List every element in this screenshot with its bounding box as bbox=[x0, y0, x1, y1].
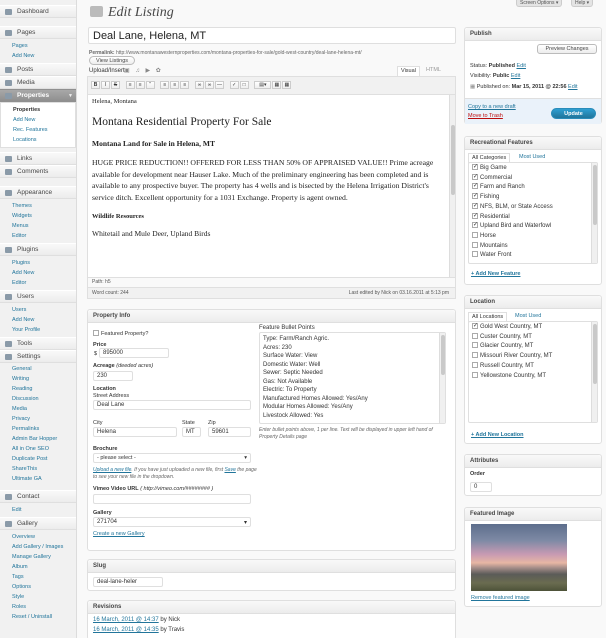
checkbox-icon[interactable] bbox=[472, 193, 478, 199]
numbered-list-icon[interactable]: ≡ bbox=[136, 81, 145, 89]
upload-insert-label: Upload/Insert bbox=[89, 68, 125, 74]
brochure-label: Brochure bbox=[93, 446, 118, 452]
submenu-item[interactable]: Add New bbox=[12, 270, 35, 276]
checklist-label: Yellowstone Country, MT bbox=[480, 372, 547, 379]
content-subheading: Montana Land for Sale in Helena, MT bbox=[92, 139, 215, 148]
featured-image-thumbnail[interactable] bbox=[471, 524, 567, 591]
bullets-note: Enter bullet points above, 1 per line. Text will be displayed in upper left hand of Property Details page bbox=[259, 427, 433, 440]
align-center-icon[interactable]: ≡ bbox=[170, 81, 179, 89]
checklist-item[interactable] bbox=[472, 333, 594, 343]
menu-appearance[interactable]: Appearance bbox=[0, 186, 76, 199]
state-label: State bbox=[182, 420, 195, 426]
menu-plugins[interactable]: Plugins bbox=[0, 243, 76, 256]
slug-box bbox=[87, 559, 456, 591]
menu-pages[interactable]: Pages bbox=[0, 26, 76, 39]
submenu-item[interactable]: Properties bbox=[13, 107, 41, 113]
checklist-item[interactable] bbox=[472, 251, 594, 261]
property-info-title: Property Info bbox=[88, 310, 455, 323]
rec-features-checklist bbox=[468, 162, 598, 264]
checklist-item[interactable] bbox=[472, 342, 594, 352]
add-new-location-link[interactable]: + Add New Location bbox=[471, 432, 524, 438]
submenu-item[interactable]: Discussion bbox=[12, 396, 39, 402]
remove-featured-image-link[interactable]: Remove featured image bbox=[471, 595, 530, 601]
property-info-box bbox=[87, 309, 456, 551]
rec-features-title: Recreational Features bbox=[465, 137, 601, 150]
submenu-item[interactable]: Media bbox=[12, 406, 27, 412]
create-gallery-link[interactable]: Create a new Gallery bbox=[93, 531, 145, 537]
checklist-item[interactable] bbox=[472, 323, 594, 333]
slug-title: Slug bbox=[88, 560, 455, 573]
checkbox-icon bbox=[93, 330, 99, 336]
properties-submenu bbox=[0, 102, 76, 148]
attributes-title: Attributes bbox=[465, 455, 601, 468]
checklist-item[interactable] bbox=[472, 372, 594, 382]
page-title: Edit Listing bbox=[90, 5, 174, 21]
state-input[interactable]: MT bbox=[182, 427, 201, 437]
gallery-submenu bbox=[0, 530, 76, 624]
city-label: City bbox=[93, 420, 103, 426]
featured-image-title: Featured Image bbox=[465, 508, 601, 521]
bullet-list-icon[interactable]: ≡ bbox=[126, 81, 135, 89]
revision-item: 16 March, 2011 @ 14:37 by Nick bbox=[93, 617, 181, 623]
submenu-item[interactable]: Add Gallery / Images bbox=[12, 544, 64, 550]
checklist-item[interactable] bbox=[472, 352, 594, 362]
link-icon[interactable]: ∞ bbox=[195, 81, 204, 89]
tools-icon bbox=[5, 341, 12, 347]
checklist-item[interactable] bbox=[472, 222, 594, 232]
submenu-item[interactable]: Manage Gallery bbox=[12, 554, 51, 560]
users-icon bbox=[5, 294, 12, 300]
post-title-input[interactable]: Deal Lane, Helena, MT bbox=[88, 27, 456, 44]
submenu-item[interactable]: Style bbox=[12, 594, 25, 600]
blockquote-icon[interactable]: “ bbox=[146, 81, 155, 89]
checkbox-icon[interactable] bbox=[472, 333, 478, 339]
checklist-label: Water Front bbox=[480, 252, 512, 259]
bullet-line: Gas: Not Available bbox=[263, 378, 313, 385]
submenu-item[interactable]: Overview bbox=[12, 534, 35, 540]
submenu-item[interactable]: Album bbox=[12, 564, 28, 570]
settings-submenu bbox=[0, 363, 76, 486]
posts-icon bbox=[5, 67, 12, 73]
gallery-select[interactable]: 271704 ▾ bbox=[93, 517, 251, 527]
submenu-item[interactable]: Locations bbox=[13, 137, 37, 143]
checklist-label: NFS, BLM, or State Access bbox=[480, 203, 553, 210]
price-input[interactable]: 895000 bbox=[99, 348, 169, 358]
move-to-trash-link[interactable]: Move to Trash bbox=[468, 113, 503, 119]
price-label: Price bbox=[93, 342, 107, 348]
submenu-item[interactable]: Ultimate GA bbox=[12, 476, 42, 482]
checkbox-icon[interactable] bbox=[472, 183, 478, 189]
table-icon[interactable]: ▦ bbox=[282, 81, 291, 89]
checkbox-icon[interactable] bbox=[472, 242, 478, 248]
submenu-item[interactable]: Admin Bar Hopper bbox=[12, 436, 58, 442]
acreage-input[interactable]: 230 bbox=[93, 371, 133, 381]
checkbox-icon[interactable] bbox=[472, 362, 478, 368]
bullet-line: Acres: 230 bbox=[263, 344, 292, 351]
appearance-submenu bbox=[0, 199, 76, 243]
checklist-label: Big Game bbox=[480, 165, 507, 171]
editor-content[interactable] bbox=[88, 95, 449, 277]
editor-toolbar bbox=[88, 77, 455, 95]
submenu-item[interactable]: Add New bbox=[12, 317, 35, 323]
city-input[interactable]: Helena bbox=[93, 427, 177, 437]
checklist-label: Horse bbox=[480, 232, 497, 239]
menu-links[interactable]: Links bbox=[0, 152, 76, 165]
comments-icon bbox=[5, 169, 12, 175]
tab-all-locations[interactable]: All Locations bbox=[468, 312, 507, 323]
bullet-line: Livestock Allowed: Yes bbox=[263, 412, 324, 419]
gallery-icon bbox=[5, 521, 12, 527]
chevron-down-icon: ▼ bbox=[68, 93, 73, 99]
slug-input[interactable]: deal-lane-heler bbox=[93, 577, 163, 587]
checklist-item[interactable] bbox=[472, 174, 594, 184]
contact-submenu bbox=[0, 503, 76, 517]
unlink-icon[interactable]: ∞ bbox=[205, 81, 214, 89]
menu-settings[interactable]: Settings bbox=[0, 350, 76, 363]
bullet-line: Electric: To Property bbox=[263, 387, 317, 393]
checklist-label: Mountains bbox=[480, 242, 508, 249]
zip-label: Zip bbox=[208, 420, 216, 426]
bullets-textarea[interactable] bbox=[259, 332, 446, 424]
submenu-item[interactable]: ShareThis bbox=[12, 466, 38, 472]
content-subheading: Wildlife Resources bbox=[92, 212, 144, 220]
screen-options-button[interactable]: Screen Options ▾ bbox=[516, 0, 562, 7]
editor-box bbox=[87, 76, 456, 299]
submenu-item[interactable]: Options bbox=[12, 584, 31, 590]
checklist-label: Glacier Country, MT bbox=[480, 343, 534, 350]
revision-link[interactable]: 16 March, 2011 @ 14:37 bbox=[93, 617, 159, 623]
pages-icon bbox=[5, 30, 12, 36]
featured-image-box bbox=[464, 507, 602, 607]
featured-property-checkbox[interactable]: Featured Property? bbox=[93, 330, 148, 337]
more-tag-icon[interactable]: — bbox=[217, 82, 223, 88]
zip-input[interactable]: 59601 bbox=[208, 427, 251, 437]
menu-properties[interactable]: Properties ▼ bbox=[0, 89, 76, 102]
checklist-label: Custer Country, MT bbox=[480, 333, 532, 340]
checklist-label: Commercial bbox=[480, 174, 513, 181]
revisions-box bbox=[87, 600, 456, 638]
style-dropdown-icon[interactable]: ▤▾ bbox=[254, 81, 271, 89]
location-label: Location bbox=[93, 386, 116, 392]
edit-status-link[interactable]: Edit bbox=[516, 63, 526, 69]
bullets-label: Feature Bullet Points bbox=[259, 325, 315, 331]
submenu-item[interactable]: Tags bbox=[12, 574, 24, 580]
bullet-line: Type: Farm/Ranch Agric. bbox=[263, 336, 330, 342]
checklist-item[interactable] bbox=[472, 164, 594, 174]
submenu-item[interactable]: Edit bbox=[12, 507, 22, 513]
checklist-label: Gold West Country, MT bbox=[480, 324, 543, 330]
street-label: Street Address bbox=[93, 393, 130, 399]
checkbox-icon[interactable] bbox=[472, 174, 478, 180]
checklist-label: Russell Country, MT bbox=[480, 362, 534, 369]
checklist-item[interactable] bbox=[472, 203, 594, 213]
submenu-item[interactable]: General bbox=[12, 366, 32, 372]
location-checklist bbox=[468, 321, 598, 423]
edit-visibility-link[interactable]: Edit bbox=[510, 73, 521, 79]
submenu-item[interactable]: Add New bbox=[13, 117, 36, 123]
brochure-note: Upload a new file. If you have just uploaded a new file, first Save the page to see your new file in the dropdown. bbox=[93, 467, 257, 480]
admin-sidebar bbox=[0, 0, 77, 638]
submenu-item[interactable]: Themes bbox=[12, 203, 32, 209]
submenu-item[interactable]: Privacy bbox=[12, 416, 31, 422]
menu-gallery[interactable]: Gallery bbox=[0, 517, 76, 530]
tab-html[interactable]: HTML bbox=[426, 67, 441, 73]
revision-item: 16 March, 2011 @ 14:35 by Travis bbox=[93, 627, 185, 633]
checkbox-icon[interactable] bbox=[472, 232, 478, 238]
menu-media[interactable]: Media bbox=[0, 76, 76, 89]
revision-link[interactable]: 16 March, 2011 @ 14:35 bbox=[93, 627, 159, 633]
bullet-line: Manufactured Homes Allowed: Yes/Any bbox=[263, 395, 368, 402]
recreational-features-box bbox=[464, 136, 602, 285]
order-label: Order bbox=[470, 471, 485, 477]
bold-icon[interactable]: B bbox=[91, 81, 100, 89]
checklist-item[interactable] bbox=[472, 242, 594, 252]
edit-date-link[interactable]: Edit bbox=[568, 84, 578, 90]
bullet-line: Domestic Water: Well bbox=[263, 361, 321, 368]
checkbox-icon[interactable] bbox=[472, 372, 478, 378]
upload-new-file-link[interactable]: Upload a new file bbox=[93, 467, 132, 473]
acreage-label: Acreage (deeded acres) bbox=[93, 363, 154, 369]
kitchen-sink-icon[interactable]: ▦ bbox=[272, 81, 281, 89]
tab-all-categories[interactable]: All Categories bbox=[468, 153, 510, 164]
checklist-item[interactable] bbox=[472, 193, 594, 203]
location-title: Location bbox=[465, 296, 601, 309]
dropdown-arrow-icon: ▾ bbox=[243, 520, 247, 526]
permalink-row: Permalink: http://www.montanawesternproperties.com/montana-properties-for-sale/gold-west-country/deal-lane-helena-mt/ bbox=[89, 50, 362, 56]
menu-comments[interactable]: Comments bbox=[0, 165, 76, 178]
submenu-item[interactable]: Permalinks bbox=[12, 426, 40, 432]
revisions-title: Revisions bbox=[88, 601, 455, 614]
content-heading: Montana Residential Property For Sale bbox=[92, 116, 272, 128]
vimeo-url-input[interactable] bbox=[93, 494, 251, 504]
submenu-item[interactable]: All in One SEO bbox=[12, 446, 49, 452]
submenu-item[interactable]: Plugins bbox=[12, 260, 31, 266]
edit-page-icon bbox=[90, 6, 103, 17]
published-row: ▦ Published on: Mar 15, 2011 @ 22:56 Edit bbox=[470, 84, 578, 90]
submenu-item[interactable]: Editor bbox=[12, 233, 27, 239]
submenu-item[interactable]: Widgets bbox=[12, 213, 32, 219]
content-paragraph: Whitetail and Mule Deer, Upland Birds bbox=[92, 228, 211, 238]
checklist-item[interactable] bbox=[472, 183, 594, 193]
align-left-icon[interactable]: ≡ bbox=[160, 81, 169, 89]
users-submenu bbox=[0, 303, 76, 337]
submenu-item[interactable]: Rec. Features bbox=[13, 127, 48, 133]
content-paragraph: HUGE PRICE REDUCTION!! OFFERED FOR LESS THAN 50% OF APPRAISED VALUE!! Prime acreage available for development near Hauser Lake. Much of the preliminary engineering has been completed and is available to any prospective buyer. The property has 4 wells and is bisected by the Helena Irrigation District's service ditch. Excellent opportunity for a 1031 Exchange. Property is agent owned. bbox=[92, 158, 434, 203]
dropdown-arrow-icon: ▾ bbox=[244, 455, 247, 461]
visibility-row: Visibility: Public Edit bbox=[470, 73, 521, 79]
bullet-line: Surface Water: View bbox=[263, 353, 318, 359]
checkbox-icon[interactable] bbox=[472, 352, 478, 358]
menu-tools[interactable]: Tools bbox=[0, 337, 76, 350]
checklist-item[interactable] bbox=[472, 232, 594, 242]
editor-scrollbar[interactable] bbox=[449, 95, 455, 277]
dashboard-icon bbox=[5, 9, 12, 15]
checklist-label: Residential bbox=[480, 213, 510, 220]
checkbox-icon[interactable] bbox=[472, 342, 478, 348]
checklist-scrollbar[interactable] bbox=[591, 322, 597, 422]
submenu-item[interactable]: Reading bbox=[12, 386, 33, 392]
calendar-icon: ▦ bbox=[470, 84, 476, 90]
submenu-item[interactable]: Reset / Uninstall bbox=[12, 614, 53, 620]
publish-title: Publish bbox=[465, 28, 601, 41]
bullet-line: Sewer: Septic Needed bbox=[263, 370, 323, 376]
align-right-icon[interactable]: ≡ bbox=[180, 81, 189, 89]
appearance-icon bbox=[5, 190, 12, 196]
submenu-item[interactable]: Add New bbox=[12, 53, 35, 59]
submenu-item[interactable]: Users bbox=[12, 307, 27, 313]
street-address-input[interactable]: Deal Lane bbox=[93, 400, 251, 410]
brochure-select[interactable]: - please select - ▾ bbox=[93, 453, 251, 463]
content-line: Helena, Montana bbox=[92, 98, 137, 105]
checkbox-icon[interactable] bbox=[472, 323, 478, 329]
editor-path: Path: h5 bbox=[88, 277, 455, 287]
checklist-label: Missouri River Country, MT bbox=[480, 353, 553, 360]
checklist-item[interactable] bbox=[472, 362, 594, 372]
checklist-label: Farm and Ranch bbox=[480, 184, 525, 191]
menu-users[interactable]: Users bbox=[0, 290, 76, 303]
media-icon bbox=[5, 80, 12, 86]
menu-posts[interactable]: Posts bbox=[0, 63, 76, 76]
submenu-item[interactable]: Pages bbox=[12, 43, 28, 49]
copy-draft-link[interactable]: Copy to a new draft bbox=[468, 104, 516, 110]
links-icon bbox=[5, 156, 12, 162]
bullet-line: Modular Homes Allowed: Yes/Any bbox=[263, 404, 353, 410]
spellcheck-icon[interactable]: ✓ bbox=[230, 81, 239, 89]
save-link[interactable]: Save bbox=[224, 467, 236, 473]
submenu-item[interactable]: Writing bbox=[12, 376, 30, 382]
location-box bbox=[464, 295, 602, 444]
publish-box bbox=[464, 27, 602, 124]
properties-icon bbox=[5, 93, 12, 99]
checklist-item[interactable] bbox=[472, 213, 594, 223]
submenu-item[interactable]: Editor bbox=[12, 280, 27, 286]
checkbox-icon[interactable] bbox=[472, 203, 478, 209]
status-row: Status: Published Edit bbox=[470, 63, 526, 69]
view-listings-button[interactable]: View Listings bbox=[89, 56, 135, 65]
checkbox-icon[interactable] bbox=[472, 213, 478, 219]
plugins-submenu bbox=[0, 256, 76, 290]
pages-submenu bbox=[0, 39, 76, 63]
submenu-item[interactable]: Menus bbox=[12, 223, 29, 229]
checklist-label: Upland Bird and Waterfowl bbox=[480, 223, 552, 230]
gallery-label: Gallery bbox=[93, 510, 112, 516]
checkbox-icon[interactable] bbox=[472, 251, 478, 257]
update-button[interactable]: Update bbox=[551, 108, 596, 119]
add-new-feature-link[interactable]: + Add New Feature bbox=[471, 271, 521, 277]
tab-visual[interactable]: Visual bbox=[397, 66, 420, 77]
publish-actions bbox=[465, 98, 601, 124]
settings-icon bbox=[5, 354, 12, 360]
menu-contact[interactable]: Contact bbox=[0, 490, 76, 503]
contact-icon bbox=[5, 494, 12, 500]
media-upload-icons[interactable]: ▣ ♫ ▶ ✿ bbox=[124, 68, 163, 74]
tab-most-used[interactable]: Most Used bbox=[515, 313, 542, 319]
italic-icon[interactable]: I bbox=[101, 81, 110, 89]
strikethrough-icon[interactable]: S bbox=[111, 81, 120, 89]
checkbox-icon[interactable] bbox=[472, 164, 478, 170]
order-input[interactable]: 0 bbox=[470, 482, 492, 492]
price-prefix: $ bbox=[94, 351, 98, 357]
checklist-label: Fishing bbox=[480, 194, 500, 201]
submenu-item[interactable]: Duplicate Post bbox=[12, 456, 48, 462]
submenu-item[interactable]: Roles bbox=[12, 604, 27, 610]
plugins-icon bbox=[5, 247, 12, 253]
menu-dashboard[interactable]: Dashboard bbox=[0, 5, 76, 18]
vimeo-label: Vimeo Video URL ( http://vimeo.com/######## ) bbox=[93, 486, 214, 492]
editor-status-bar: Word count: 244 Last edited by Nick on 03.16.2011 at 5:13 pm bbox=[88, 287, 455, 298]
checkbox-icon[interactable] bbox=[472, 222, 478, 228]
attributes-box bbox=[464, 454, 602, 496]
submenu-item[interactable]: Your Profile bbox=[12, 327, 41, 333]
tab-most-used[interactable]: Most Used bbox=[519, 154, 546, 160]
preview-changes-button[interactable]: Preview Changes bbox=[537, 44, 597, 54]
help-button[interactable]: Help ▾ bbox=[571, 0, 593, 7]
fullscreen-icon[interactable]: □ bbox=[240, 81, 249, 89]
checklist-scrollbar[interactable] bbox=[591, 163, 597, 263]
main-content bbox=[84, 0, 606, 638]
